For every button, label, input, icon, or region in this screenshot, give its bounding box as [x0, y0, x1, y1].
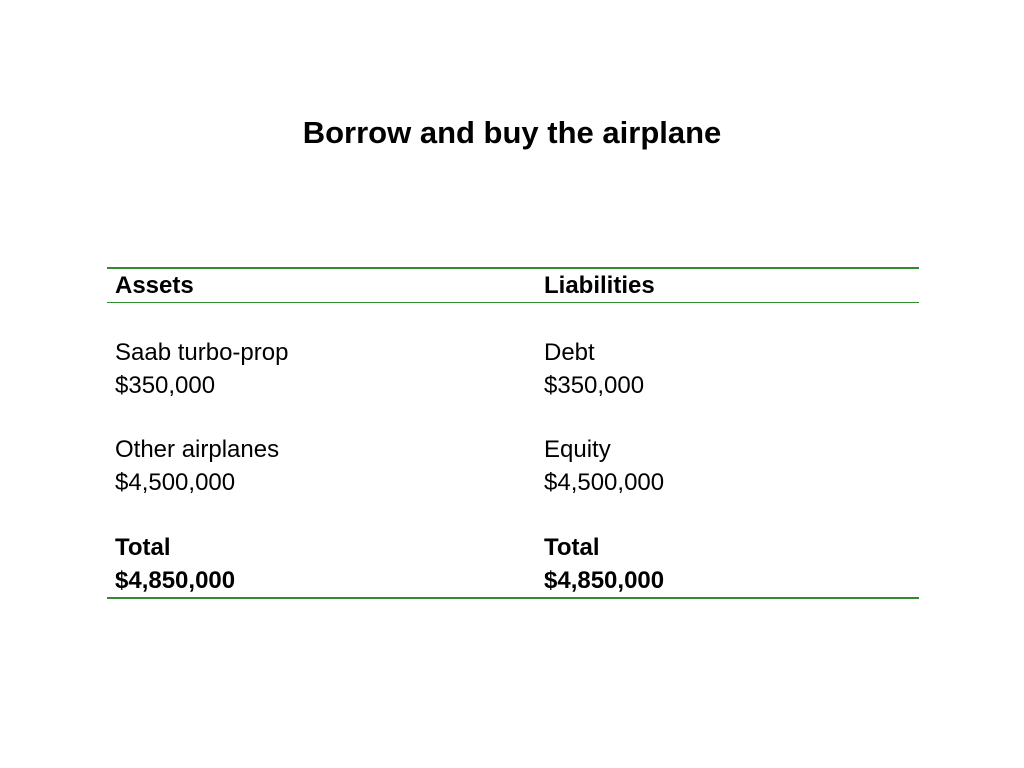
assets-header: Assets [115, 272, 194, 299]
liability-value-debt: $350,000 [544, 372, 645, 399]
liability-label-equity: Equity [544, 436, 611, 463]
asset-value-total: $4,850,000 [115, 567, 236, 594]
asset-value-saab: $350,000 [115, 372, 216, 399]
asset-label-total: Total [115, 534, 171, 561]
liabilities-header: Liabilities [544, 272, 655, 299]
slide-title: Borrow and buy the airplane [302, 115, 722, 150]
table-header-row [107, 269, 919, 303]
liability-label-debt: Debt [544, 339, 595, 366]
asset-value-other: $4,500,000 [115, 469, 236, 496]
balance-sheet-table [107, 267, 919, 599]
table-body [107, 303, 919, 597]
liability-value-equity: $4,500,000 [544, 469, 665, 496]
liability-label-total: Total [544, 534, 600, 561]
liability-value-total: $4,850,000 [544, 567, 665, 594]
asset-label-saab: Saab turbo-prop [115, 339, 289, 366]
asset-label-other: Other airplanes [115, 436, 280, 463]
